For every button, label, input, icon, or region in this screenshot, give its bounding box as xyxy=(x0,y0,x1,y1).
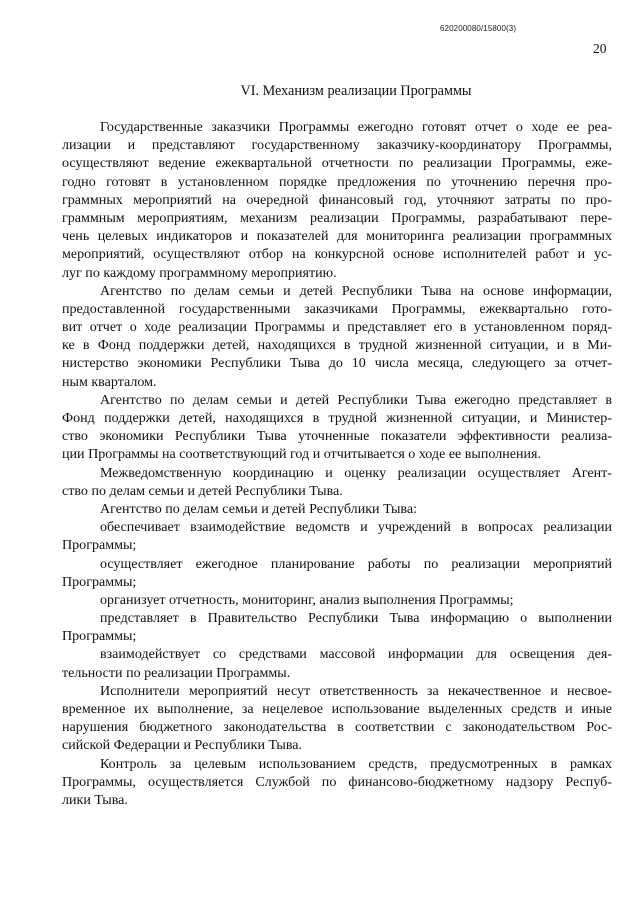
text-line: граммных мероприятий на очередной финансовый год, уточняют затраты по про- xyxy=(62,191,612,208)
text-line: нарушения бюджетного законодательства в соответствии с законодательством Рос- xyxy=(62,719,612,736)
paragraph xyxy=(62,464,612,500)
section-title xyxy=(0,83,640,100)
section-title-text: VI. Механизм реализации Программы xyxy=(240,83,472,99)
text-line: нистерство экономики Республики Тыва до 10 числа месяца, следующего за отчет- xyxy=(62,355,612,372)
paragraph xyxy=(62,609,612,645)
text-line: лики Тыва. xyxy=(62,791,128,808)
text-line: Агентство по делам семьи и детей Республики Тыва: xyxy=(100,500,417,517)
text-line: Фонд поддержки детей, находящихся в трудной жизненной ситуации, и Министер- xyxy=(62,410,612,426)
text-line: вит отчет о ходе реализации Программы и представляет его в установленном поряд- xyxy=(62,319,612,336)
page-number: 20 xyxy=(593,41,607,56)
paragraph xyxy=(62,682,612,755)
paragraph xyxy=(62,282,612,391)
text-line: Агентство по делам семьи и детей Республики Тыва на основе информации, xyxy=(100,282,612,299)
text-line: Программы; xyxy=(62,628,137,645)
text-line: луг по каждому программному мероприятию. xyxy=(62,264,337,281)
text-line: Межведомственную координацию и оценку реализации осуществляет Агент- xyxy=(100,464,612,481)
paragraph xyxy=(62,591,612,609)
text-line: граммным мероприятиям, механизм реализации Программы, разрабатывают пере- xyxy=(62,209,612,226)
text-line: предоставленной государственными заказчиками Программы, ежеквартально гото- xyxy=(62,300,612,317)
paragraph xyxy=(62,755,612,810)
text-line: осуществляют ведение ежеквартальной отчетности по реализации Программы, еже- xyxy=(62,155,612,172)
text-line: ции Программы на соответствующий год и отчитывается о ходе ее выполнения. xyxy=(62,446,541,463)
text-line: мероприятий, осуществляют отбор на конкурсной основе исполнителей работ и ус- xyxy=(62,246,612,263)
document-body xyxy=(62,118,612,809)
text-line: чень целевых индикаторов и показателей для мониторинга реализации программных xyxy=(62,228,612,245)
text-line: обеспечивает взаимодействие ведомств и учреждений в вопросах реализации xyxy=(100,519,612,536)
text-line: Исполнители мероприятий несут ответственность за некачественное и несвое- xyxy=(100,682,612,699)
text-line: ство экономики Республики Тыва уточненные показатели эффективности реализа- xyxy=(62,428,612,445)
text-line: взаимодействует со средствами массовой информации для освещения дея- xyxy=(100,646,612,663)
text-line: Контроль за целевым использованием средств, предусмотренных в рамках xyxy=(100,755,612,772)
text-line: Агентство по делам семьи и детей Республики Тыва ежегодно представляет в xyxy=(100,391,612,408)
text-line: осуществляет ежегодное планирование работы по реализации мероприятий xyxy=(100,555,612,572)
text-line: ным кварталом. xyxy=(62,373,157,390)
text-line: лизации и представляют государственному заказчику-координатору Программы, xyxy=(62,137,612,154)
text-line: Программы, осуществляется Службой по финансово-бюджетному надзору Респуб- xyxy=(62,773,612,790)
text-line: временное их выполнение, за нецелевое использование выделенных средств и иные xyxy=(62,701,612,717)
paragraph xyxy=(62,391,612,464)
text-line: представляет в Правительство Республики Тыва информацию о выполнении xyxy=(100,610,612,627)
text-line: Программы; xyxy=(62,537,137,554)
text-line: Программы; xyxy=(62,573,137,590)
text-line: сийской Федерации и Республики Тыва. xyxy=(62,737,303,754)
paragraph xyxy=(62,645,612,681)
text-line: годно готовят в установленном порядке предложения по уточнению перечня про- xyxy=(62,173,612,190)
paragraph xyxy=(62,118,612,282)
text-line: ке в Фонд поддержки детей, находящихся в трудной жизненной ситуации, и в Ми- xyxy=(62,337,612,354)
paragraph xyxy=(62,518,612,554)
text-line: ство по делам семьи и детей Республики Тыва. xyxy=(62,482,343,499)
document-code: 620200080/15800(3) xyxy=(440,24,517,33)
paragraph xyxy=(62,500,612,518)
paragraph xyxy=(62,555,612,591)
text-line: организует отчетность, мониторинг, анализ выполнения Программы; xyxy=(100,591,514,608)
text-line: тельности по реализации Программы. xyxy=(62,664,291,681)
text-line: Государственные заказчики Программы ежегодно готовят отчет о ходе ее реа- xyxy=(100,119,612,135)
